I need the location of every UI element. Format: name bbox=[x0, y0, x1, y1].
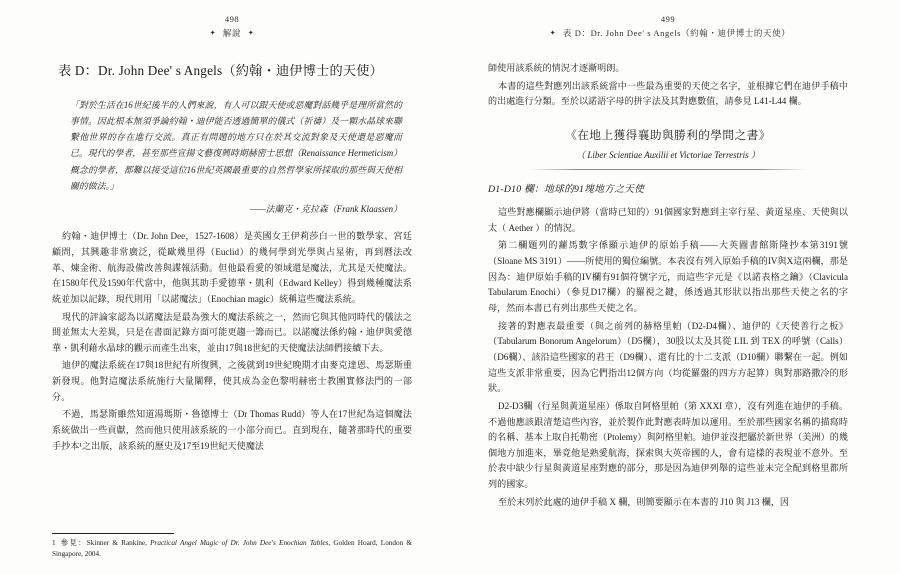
right-page-running-head bbox=[488, 27, 848, 39]
left-running-head-text: 解說 bbox=[222, 28, 242, 38]
block-quote-text: 「對於生活在16世紀後半的人們來說，有人可以跟天使或惡魔對話幾乎是理所當然的事情。因此根本無須爭論約翰・迪伊能否透過簡單的儀式（祈禱）及一顆水晶球來聯繫他世界的存在進行交流。真正有問題的地方只在於其交流對象及天使還是惡魔而已。現代的學者，甚至那些宣揚文藝復興時期赫密士思想（Renaissance Hermeticism）概念的學者，都難以接受這位16世紀英國最重要的自然哲學家所採取的那些與天使相關的做法。」 bbox=[70, 99, 402, 191]
section-heading-title: 《在地上獲得襄助與勝利的學問之書》 bbox=[565, 128, 771, 142]
block-quote bbox=[52, 97, 412, 194]
left-page-content bbox=[52, 61, 412, 454]
right-page-folio: 499 bbox=[660, 14, 676, 24]
footnote-prefix: 參見：Skinner & Rankine, bbox=[60, 538, 151, 547]
footnote-marker: 1 bbox=[52, 538, 56, 547]
footnote bbox=[52, 533, 412, 560]
body-paragraph: 第二欄題列的蘿馬數字係顯示迪伊的原始手稿——大英圖書館斯隆抄本第3191號（Sloane MS 3191）——所使用的獨位編號。本表沒有列入原始手稿的IV與X這兩欄，那是因為：迪伊原始手稿的IV欄有91個符號字元，而這些字元是《以諾表格之鑰》（Clavicula Tabularum Enochi）（參見D17欄）的羅視之鍵，係透過其形狀以指出那些天使之名的字母，然而本書已有列出那些天使之名。 bbox=[488, 240, 848, 314]
footnote-divider bbox=[52, 533, 174, 534]
body-paragraph: 師使用該系統的情況才逐漸明朗。 bbox=[488, 63, 625, 73]
body-paragraph: 接著的對應表最重要（與之前列的赫格里帕（D2-D4欄）、迪伊的《天使善行之板》（Tabularum Bonorum Angelorum）（D5欄），30股以太及其從 LIL 到 TEX 的呼號（Calls）（D6欄）、該沿這些國家的君王（D9欄）、還有比的十二支派（D10欄）聯繫在一起。例如這些支派非常重要，因為它們指出12個方向（均從羅盤的四方方起算）與對那路撒冷的形狀。 bbox=[488, 320, 848, 394]
decorative-rule bbox=[528, 169, 809, 170]
page-title: 表 D：Dr. John Dee' s Angels（約翰・迪伊博士的天使） bbox=[58, 63, 383, 78]
body-paragraph: 迪伊的魔法系統在17與18世紀有所復興，之後就到19世紀晚期才由麥克達恩、馬瑟斯重新發現。他對這魔法系統施行大量闡釋，使其成為金色黎明赫密士教團實修法門的一部分。 bbox=[52, 360, 412, 402]
body-paragraph bbox=[52, 407, 412, 454]
ornament-icon: ✦ bbox=[247, 29, 255, 37]
quote-attribution: ——法蘭克・克拉森（Frank Klaassen） bbox=[249, 204, 402, 215]
footnote-suffix: , Golden Hoard, London & Singapore, 2004. bbox=[52, 538, 412, 558]
body-paragraph-text: 不過，馬瑟斯雖然知道湯瑪斯・魯德博士（Dr Thomas Rudd）等人在17世紀為這個魔法系統做出一些貢獻，然而他只使用該系統的一小部分而已。直到現在，隨著那時代的重要手抄本¹之出版，該系統的歷史及17至19世紀天使魔法 bbox=[52, 409, 412, 451]
body-paragraph: 至於末列於此處的迪伊手稿 X 欄，則簡要顯示在本書的 J10 與 J13 欄，因 bbox=[498, 496, 790, 507]
right-page bbox=[450, 0, 900, 574]
section-heading-centered bbox=[488, 126, 848, 163]
left-page-folio: 498 bbox=[224, 14, 240, 24]
right-running-head-text: 表 D：Dr. John Dee' s Angels（約翰・迪伊博士的天使） bbox=[562, 28, 791, 38]
footnote-entry bbox=[52, 538, 412, 560]
footnote-title: Practical Angel Magic of Dr. John Dee's Enochian Tables bbox=[150, 538, 329, 547]
body-paragraph: D2-D3欄（行星與黃道星座）係取自阿格里帕（第 XXXI 章），沒有列進在迪伊的手稿。不過他應該跟清楚這些內容，並於製作此對應表時加以運用。至於那些國家名稱的描寫時的名稱、基本上取自托勒密（Ptolemy）與阿格里帕。迪伊並沒把屬於新世界（美洲）的幾個地方加進來，畢竟他是熟愛航海，探索與大英帝國的人，會有這樣的表現並不意外。至於表中缺少行星與黃道星座對應的部分，那是因為迪伊列舉的這些並未完全配到格里都所列的國家。 bbox=[488, 400, 848, 490]
subsection-heading: D1-D10 欄：地球的91塊地方之天使 bbox=[488, 184, 645, 196]
body-paragraph: 現代的評論家認為以諾魔法是最為強大的魔法系統之一，然而它與其他同時代的儀法之間並無太大差異，只是在書面記錄方面可能更趨一籌而已。以諾魔法係約翰・迪伊與愛德華・凱利藉水晶球的觀示而產生出來，並由17與18世紀的天使魔法法師們接續下去。 bbox=[52, 311, 412, 353]
body-paragraph: 本書的這些對應列出該系統當中一些最為重要的天使之名字，並根據它們在迪伊手稿中的出處進行分類。至於以諾語字母的拼字法及其對應數值，請參見 L41-L44 欄。 bbox=[488, 80, 848, 107]
section-heading-latin: （ Liber Scientiae Auxilii et Victoriae Terrestris ） bbox=[576, 149, 760, 160]
ornament-icon: ✦ bbox=[209, 29, 217, 37]
right-page-content bbox=[488, 61, 848, 510]
body-paragraph: 約翰・迪伊博士（Dr. John Dee，1527-1608）是英國女王伊莉莎白一世的數學家、宮廷顧問，其興趣非常廣泛，從歐幾里得（Euclid）的幾何學到光學與占星術，再到曆法改革、煉金術、航海設備改善與諜報活動。但他最看愛的領域還是魔法，尤其是天使魔法。在1580年代及1590年代當中，他與其助手愛德華・凱利（Edward Kelley）得到幾種魔法系統並加以記錄，現代則用「以諾魔法」（Enochian magic）統稱這些魔法系統。 bbox=[52, 231, 412, 304]
left-page-running-head bbox=[52, 27, 412, 39]
body-paragraph: 這些對應欄顯示迪伊將（當時已知的）91個國家對應到主宰行星、黃道星座、天使與以太（ Aether ）的情況。 bbox=[488, 207, 848, 233]
ornament-icon: ✦ bbox=[549, 29, 557, 37]
